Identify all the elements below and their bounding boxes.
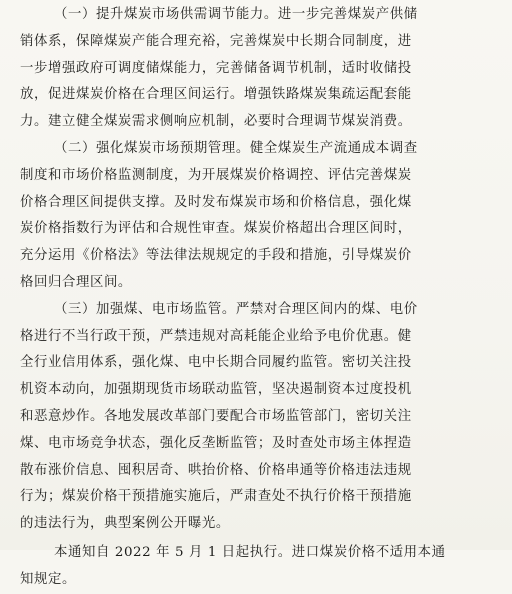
paragraph-line: 一步增强政府可调度储煤能力，完善储备调节机制，适时收储投 xyxy=(20,60,412,76)
paragraph-line: 煤、电市场竞争状态，强化反垄断监管；及时查处市场主体捏造 xyxy=(20,435,412,451)
paragraph-line: 制度和市场价格监测制度，为开展煤炭价格调控、评估完善煤炭 xyxy=(20,167,412,183)
paragraph-line: 散布涨价信息、囤积居奇、哄抬价格、价格串通等价格违法违规 xyxy=(20,462,412,478)
paragraph-line: 充分运用《价格法》等法律法规规定的手段和措施，引导煤炭价 xyxy=(20,248,412,264)
paragraph-line: 放，促进煤炭价格在合理区间运行。增强铁路煤炭集疏运配套能 xyxy=(20,87,412,103)
paragraph-line: 格回归合理区间。 xyxy=(20,274,132,290)
paragraph-effective-date xyxy=(20,540,494,594)
paragraph-line: 本通知自 2022 年 5 月 1 日起执行。进口煤炭价格不适用本通 xyxy=(54,544,446,560)
paragraph-line: 格进行不当行政干预，严禁违规对高耗能企业给予电价优惠。健 xyxy=(20,328,412,344)
paragraph-line: 知规定。 xyxy=(20,571,76,587)
paragraph-line: 销体系，保障煤炭产能合理充裕，完善煤炭中长期合同制度，进 xyxy=(20,33,412,49)
paragraph-line: 力。建立健全煤炭需求侧响应机制，必要时合理调节煤炭消费。 xyxy=(20,114,412,130)
paragraph-line: （一）提升煤炭市场供需调节能力。进一步完善煤炭产供储 xyxy=(54,7,418,22)
paragraph-line: （三）加强煤、电市场监管。严禁对合理区间内的煤、电价 xyxy=(54,301,418,317)
paragraph-line: 的违法行为，典型案例公开曝光。 xyxy=(20,516,230,532)
paragraph-line: （二）强化煤炭市场预期管理。健全煤炭生产流通成本调查 xyxy=(54,140,418,156)
paragraph-supply-demand xyxy=(20,2,494,136)
paragraph-line: 机资本动向，加强期现货市场联动监管，坚决遏制资本过度投机 xyxy=(20,382,412,398)
paragraph-line: 价格合理区间提供支撑。及时发布煤炭市场和价格信息，强化煤 xyxy=(20,194,412,210)
paragraph-market-supervision xyxy=(20,297,494,538)
paragraph-line: 全行业信用体系，强化煤、电中长期合同履约监管。密切关注投 xyxy=(20,355,412,371)
paragraph-line: 炭价格指数行为评估和合规性审查。煤炭价格超出合理区间时， xyxy=(20,221,412,237)
paragraph-expectation-management xyxy=(20,136,494,297)
paragraph-line: 行为；煤炭价格干预措施实施后，严肃查处不执行价格干预措施 xyxy=(20,489,412,505)
paragraph-line: 和恶意炒作。各地发展改革部门要配合市场监管部门，密切关注 xyxy=(20,408,412,424)
